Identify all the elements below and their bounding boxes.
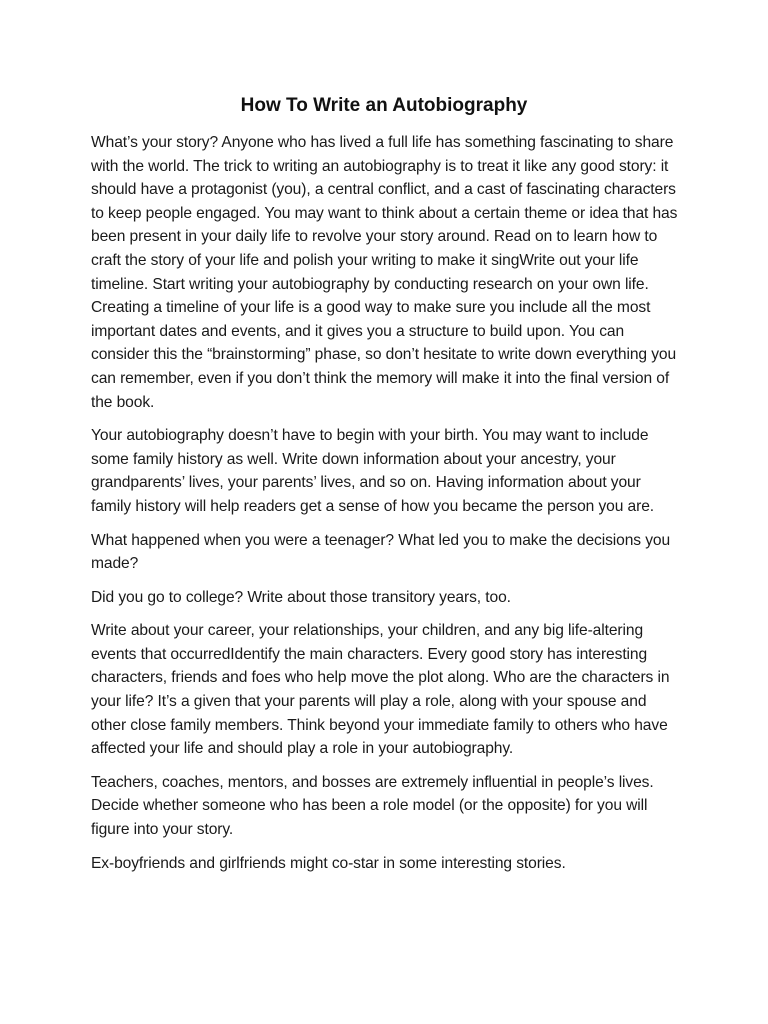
paragraph: What’s your story? Anyone who has lived a full life has something fascinating to share with the world. The trick to writing an autobiography is to treat it like any good story: it should have a protagonist (you), a central conflict, and a cast of fascinating characters to keep people engaged. You may want to think about a certain theme or idea that has been present in your daily life to revolve your story around. Read on to learn how to craft the story of your life and polish your writing to make it singWrite out your life timeline. Start writing your autobiography by conducting research on your own life. Creating a timeline of your life is a good way to make sure you include all the most important dates and events, and it gives you a structure to build upon. You can consider this the “brainstorming” phase, so don’t hesitate to write down everything you can remember, even if you don’t think the memory will make it into the final version of the book. — [91, 134, 678, 411]
paragraph: Ex-boyfriends and girlfriends might co-star in some interesting stories. — [91, 854, 566, 872]
paragraph: What happened when you were a teenager? What led you to make the decisions you made? — [91, 531, 671, 573]
paragraph: Did you go to college? Write about those transitory years, too. — [91, 588, 511, 606]
document-body — [91, 131, 681, 885]
paragraph: Write about your career, your relationships, your children, and any big life-altering events that occurredIdentify the main characters. Every good story has interesting characters, friends and foes who help move the plot along. Who are the characters in your life? It’s a given that your parents will play a role, along with your spouse and other close family members. Think beyond your immediate family to others who have affected your life and should play a role in your autobiography. — [91, 622, 670, 758]
paragraph: Teachers, coaches, mentors, and bosses are extremely influential in people’s lives. Decide whether someone who has been a role model (or the opposite) for you will figure into your story. — [91, 773, 654, 839]
page-title: How To Write an Autobiography — [240, 95, 528, 116]
paragraph: Your autobiography doesn’t have to begin with your birth. You may want to include some family history as well. Write down information about your ancestry, your grandparents’ lives, your parents’ lives, and so on. Having information about your family history will help readers get a sense of how you became the person you are. — [91, 427, 655, 515]
